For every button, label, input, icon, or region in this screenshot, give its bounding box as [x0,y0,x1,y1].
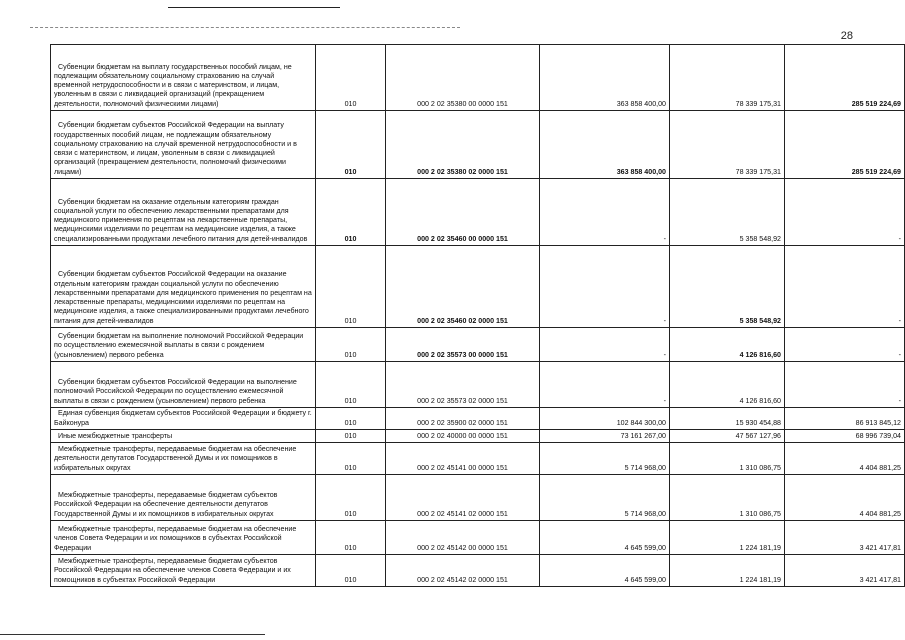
row-name: Субвенции бюджетам на выполнение полномочий Российской Федерации по осуществлению ежемесячной выплаты в связи с рождением (усыновлением) первого ребенка [51,328,316,362]
table-row [51,328,905,362]
row-name: Межбюджетные трансферты, передаваемые бюджетам на обеспечение деятельности депутатов Государственной Думы и их помощников в избирательных округах [51,443,316,475]
row-plan: - [540,362,670,408]
row-code: 010 [316,362,386,408]
row-code: 010 [316,555,386,587]
table-row [51,430,905,443]
row-remaining: 4 404 881,25 [785,443,905,475]
row-plan: 4 645 599,00 [540,521,670,555]
row-name: Субвенции бюджетам субъектов Российской Федерации на оказание отдельным категориям граждан социальной услуги по обеспечению лекарственными препаратами для медицинского применения по рецептам на лекарственные препараты, медицинскими изделиями по рецептам на медицинские изделия, а также специализированными продуктами лечебного питания для детей-инвалидов [51,246,316,328]
row-remaining: 3 421 417,81 [785,521,905,555]
row-kbk: 000 2 02 35460 02 0000 151 [386,246,540,328]
row-kbk: 000 2 02 45142 02 0000 151 [386,555,540,587]
row-code: 010 [316,521,386,555]
row-kbk: 000 2 02 35573 02 0000 151 [386,362,540,408]
row-executed: 1 224 181,19 [670,521,785,555]
table-row [51,521,905,555]
table-row [51,111,905,179]
row-remaining: 86 913 845,12 [785,408,905,430]
row-name: Межбюджетные трансферты, передаваемые бюджетам субъектов Российской Федерации на обеспечение членов Совета Федерации и их помощников в субъектах Российской Федерации [51,555,316,587]
table-row [51,475,905,521]
row-kbk: 000 2 02 45142 00 0000 151 [386,521,540,555]
bottom-rule [0,634,265,635]
row-kbk: 000 2 02 40000 00 0000 151 [386,430,540,443]
row-kbk: 000 2 02 35380 02 0000 151 [386,111,540,179]
row-remaining: 285 519 224,69 [785,45,905,111]
row-plan: 4 645 599,00 [540,555,670,587]
row-executed: 78 339 175,31 [670,45,785,111]
row-executed: 4 126 816,60 [670,362,785,408]
table-row [51,443,905,475]
row-name: Единая субвенция бюджетам субъектов Российской Федерации и бюджету г. Байконура [51,408,316,430]
row-name: Субвенции бюджетам субъектов Российской Федерации на выплату государственных пособий лицам, не подлежащим обязательному социальному страхованию на случай временной нетрудоспособности и в связи с материнством, и лицам, уволенным в связи с ликвидацией организаций (прекращением деятельности, полномочий физическими лицами) [51,111,316,179]
row-executed: 5 358 548,92 [670,179,785,246]
row-plan: 73 161 267,00 [540,430,670,443]
row-plan: 102 844 300,00 [540,408,670,430]
row-plan: - [540,328,670,362]
row-kbk: 000 2 02 35460 00 0000 151 [386,179,540,246]
row-name: Межбюджетные трансферты, передаваемые бюджетам субъектов Российской Федерации на обеспечение деятельности депутатов Государственной Думы и их помощников в избирательных округах [51,475,316,521]
row-executed: 1 224 181,19 [670,555,785,587]
row-name: Субвенции бюджетам на выплату государственных пособий лицам, не подлежащим обязательному социальному страхованию на случай временной нетрудоспособности и в связи с материнством, и лицам, уволенным в связи с ликвидацией организаций (прекращением деятельности, полномочий физическими лицами) [51,45,316,111]
row-remaining: 285 519 224,69 [785,111,905,179]
income-report-table [50,44,905,587]
row-executed: 1 310 086,75 [670,475,785,521]
row-kbk: 000 2 02 45141 02 0000 151 [386,475,540,521]
row-executed: 4 126 816,60 [670,328,785,362]
row-code: 010 [316,179,386,246]
row-code: 010 [316,475,386,521]
row-kbk: 000 2 02 35900 02 0000 151 [386,408,540,430]
table-row [51,246,905,328]
table-row [51,45,905,111]
row-plan: 363 858 400,00 [540,111,670,179]
page-number: 28 [840,30,853,42]
row-kbk: 000 2 02 35573 00 0000 151 [386,328,540,362]
row-executed: 1 310 086,75 [670,443,785,475]
table-row [51,408,905,430]
row-name: Субвенции бюджетам субъектов Российской Федерации на выполнение полномочий Российской Федерации по осуществлению ежемесячной выплаты в связи с рождением (усыновлением) первого ребенка [51,362,316,408]
row-remaining: - [785,246,905,328]
row-remaining: - [785,362,905,408]
row-plan: 363 858 400,00 [540,45,670,111]
row-remaining: 3 421 417,81 [785,555,905,587]
row-kbk: 000 2 02 35380 00 0000 151 [386,45,540,111]
row-plan: - [540,179,670,246]
row-executed: 78 339 175,31 [670,111,785,179]
table-row [51,179,905,246]
row-remaining: 4 404 881,25 [785,475,905,521]
top-dashed-rule [30,27,460,28]
table-row [51,362,905,408]
row-name: Межбюджетные трансферты, передаваемые бюджетам на обеспечение членов Совета Федерации и их помощников в субъектах Российской Федерации [51,521,316,555]
row-remaining: 68 996 739,04 [785,430,905,443]
table-row [51,555,905,587]
row-code: 010 [316,246,386,328]
row-code: 010 [316,328,386,362]
row-code: 010 [316,45,386,111]
row-plan: 5 714 968,00 [540,443,670,475]
row-name: Субвенции бюджетам на оказание отдельным категориям граждан социальной услуги по обеспечению лекарственными препаратами для медицинского применения по рецептам на лекарственные препараты, медицинскими изделиями по рецептам на медицинские изделия, а также специализированными продуктами лечебного питания для детей-инвалидов [51,179,316,246]
row-name: Иные межбюджетные трансферты [51,430,316,443]
row-executed: 15 930 454,88 [670,408,785,430]
row-executed: 47 567 127,96 [670,430,785,443]
row-code: 010 [316,111,386,179]
row-plan: - [540,246,670,328]
row-plan: 5 714 968,00 [540,475,670,521]
row-code: 010 [316,408,386,430]
row-code: 010 [316,443,386,475]
row-kbk: 000 2 02 45141 00 0000 151 [386,443,540,475]
row-remaining: - [785,179,905,246]
row-executed: 5 358 548,92 [670,246,785,328]
row-code: 010 [316,430,386,443]
row-remaining: - [785,328,905,362]
top-rule [168,7,340,8]
